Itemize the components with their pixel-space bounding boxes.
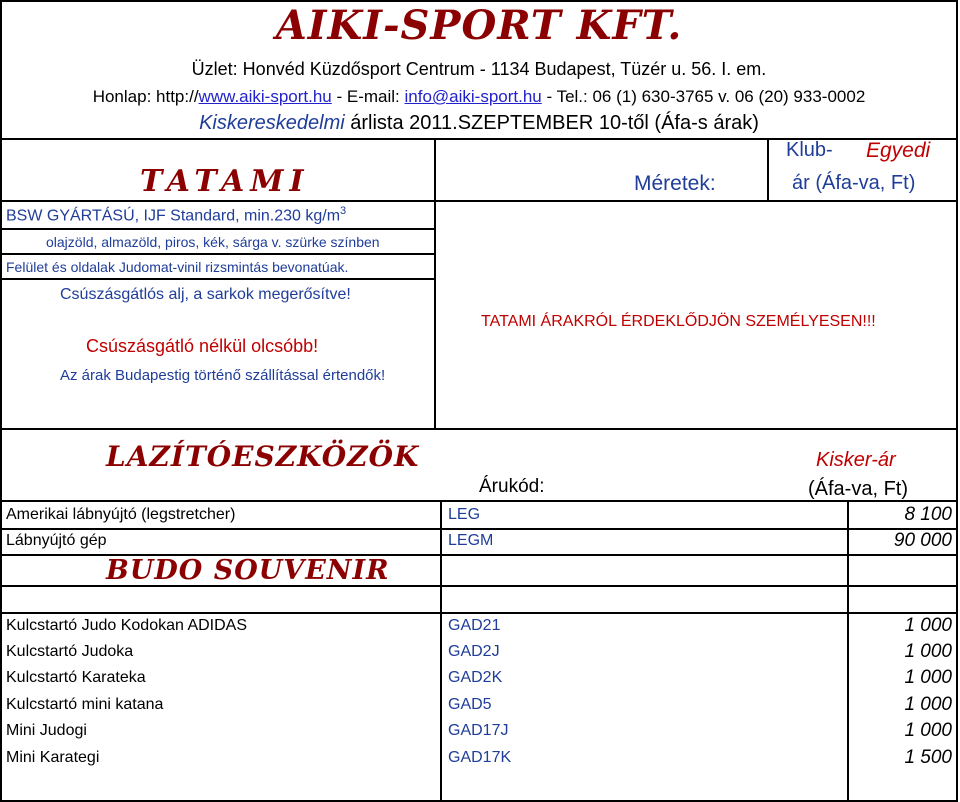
contact-line — [0, 87, 958, 107]
souvenir-row-1-name: Kulcstartó Judo Kodokan ADIDAS — [6, 617, 248, 634]
tatami-col-divider-1 — [434, 138, 436, 428]
code-column-divider — [440, 500, 442, 800]
tatami-spec-base: Csúszásgátlós alj, a sarkok megerősítve! — [60, 286, 351, 303]
phone-text: - Tel.: 06 (1) 630-3765 v. 06 (20) 933-0002 — [541, 87, 866, 106]
tatami-row-line-3 — [0, 278, 436, 280]
souvenir-row-1-price: 1 000 — [904, 615, 952, 636]
web-prefix: Honlap: http:// — [92, 87, 199, 106]
tatami-col-divider-2 — [767, 138, 769, 202]
price-column-divider — [847, 500, 849, 800]
tatami-title: TATAMI — [140, 164, 310, 199]
souvenir-row-6-price: 1 500 — [904, 747, 952, 768]
tatami-col-price: ár (Áfa-va, Ft) — [792, 172, 916, 194]
email-link[interactable]: info@aiki-sport.hu — [404, 87, 542, 106]
stretch-row-1-price: 8 100 — [904, 504, 952, 525]
stretch-col-price-2: (Áfa-va, Ft) — [808, 478, 909, 500]
website-link[interactable]: www.aiki-sport.hu — [198, 87, 332, 106]
tatami-col-club: Klub- — [786, 139, 833, 161]
souvenir-row-3-price: 1 000 — [904, 667, 952, 688]
stretch-row-2-name: Lábnyújtó gép — [6, 532, 107, 549]
stretch-col-price-1: Kisker-ár — [816, 449, 896, 471]
tatami-spec-1-text: BSW GYÁRTÁSÚ, IJF Standard, min.230 kg/m — [6, 207, 341, 225]
souvenir-row-6-name: Mini Karategi — [6, 749, 100, 766]
souvenir-row-4-name: Kulcstartó mini katana — [6, 696, 164, 713]
souvenir-title: BUDO SOUVENIR — [106, 555, 390, 586]
souvenir-row-2-price: 1 000 — [904, 641, 952, 662]
stretch-row-line-1 — [0, 528, 958, 530]
tatami-spec-colors: olajzöld, almazöld, piros, kék, sárga v. szürke színben — [46, 234, 380, 250]
tatami-notice: TATAMI ÁRAKRÓL ÉRDEKLŐDJÖN SZEMÉLYESEN!!! — [481, 313, 876, 330]
pricelist-retail: Kiskereskedelmi — [199, 112, 345, 134]
stretch-header-line — [0, 500, 958, 502]
tatami-header-bottom-line — [0, 200, 958, 202]
tatami-row-line-1 — [0, 228, 436, 230]
tatami-spec-surface: Felület és oldalak Judomat-vinil rizsmintás bevonatúak. — [6, 259, 349, 275]
souvenir-row-4-price: 1 000 — [904, 694, 952, 715]
souvenir-row-5-name: Mini Judogi — [6, 722, 87, 739]
pricelist-rest: árlista 2011.SZEPTEMBER 10-től (Áfa-s árak) — [344, 112, 759, 134]
shop-address: Üzlet: Honvéd Küzdősport Centrum - 1134 Budapest, Tüzér u. 56. I. em. — [191, 59, 767, 79]
stretch-title: LAZÍTÓESZKÖZÖK — [106, 440, 420, 473]
email-prefix: - E-mail: — [331, 87, 405, 106]
tatami-spec-delivery: Az árak Budapestig történő szállítással értendők! — [60, 367, 386, 384]
company-title: AIKI-SPORT KFT. — [275, 2, 683, 49]
pricelist-title — [0, 112, 958, 135]
stretch-col-code: Árukód: — [479, 476, 545, 497]
souvenir-header-line — [0, 612, 958, 614]
stretch-row-1-code: LEG — [448, 506, 481, 523]
souvenir-row-3-name: Kulcstartó Karateka — [6, 669, 146, 686]
souvenir-row-1-code: GAD21 — [448, 617, 501, 634]
souvenir-row-3-code: GAD2K — [448, 669, 503, 686]
tatami-col-sizes: Méretek: — [634, 172, 716, 195]
tatami-spec-cheaper: Csúszásgátló nélkül olcsóbb! — [86, 336, 319, 356]
tatami-bottom-line — [0, 428, 958, 430]
souvenir-row-4-code: GAD5 — [448, 696, 492, 713]
tatami-col-single: Egyedi — [866, 139, 931, 162]
stretch-row-2-price: 90 000 — [893, 530, 952, 551]
souvenir-row-2-code: GAD2J — [448, 643, 500, 660]
souvenir-row-5-price: 1 000 — [904, 720, 952, 741]
stretch-row-1-name: Amerikai lábnyújtó (legstretcher) — [6, 506, 236, 523]
tatami-spec-1-sup: 3 — [340, 205, 347, 217]
tatami-spec-1 — [6, 205, 346, 225]
souvenir-row-5-code: GAD17J — [448, 722, 509, 739]
souvenir-row-2-name: Kulcstartó Judoka — [6, 643, 134, 660]
souvenir-row-6-code: GAD17K — [448, 749, 512, 766]
stretch-row-2-code: LEGM — [448, 532, 494, 549]
tatami-row-line-2 — [0, 253, 436, 255]
